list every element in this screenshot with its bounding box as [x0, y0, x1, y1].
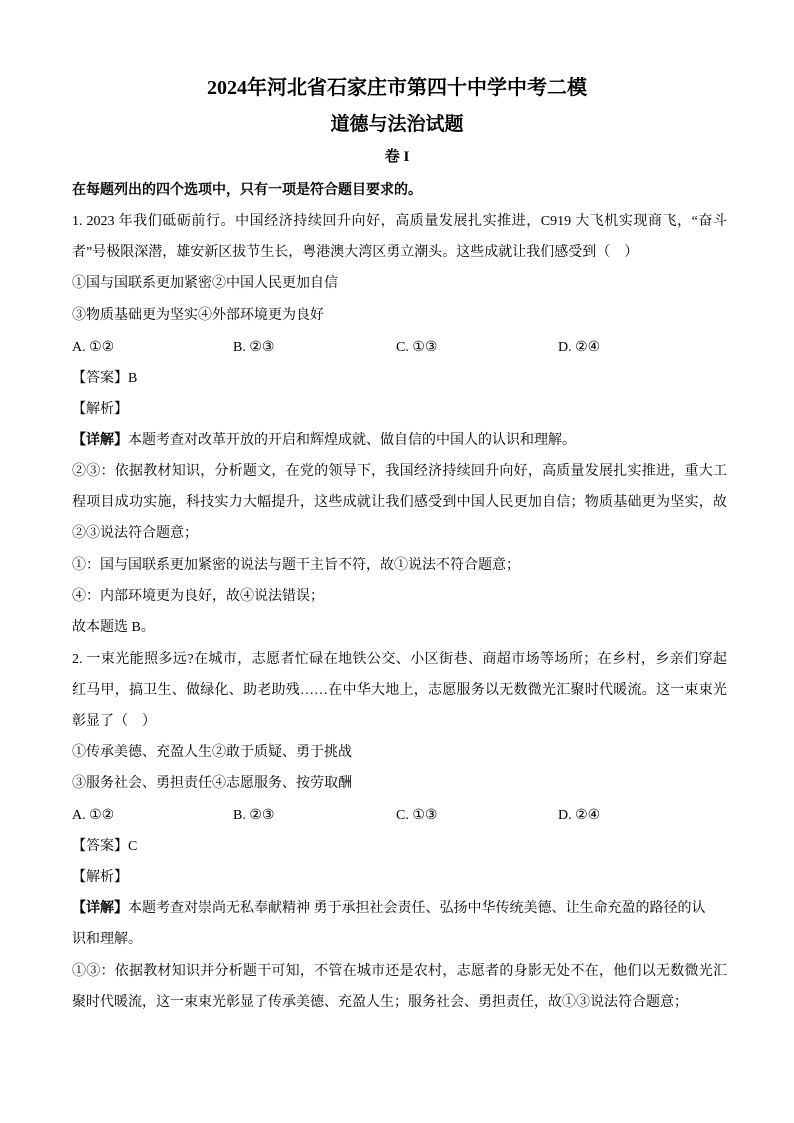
q2-statement: ①传承美德、充盈人生②敢于质疑、勇于挑战	[72, 745, 352, 760]
q2-detail-label: 【详解】	[72, 901, 128, 916]
q1-detail-line: ④：内部环境更为良好，故④说法错误；	[72, 589, 324, 604]
q1-statement: ③物质基础更为坚实④外部环境更为良好	[72, 308, 324, 323]
q2-option-a: A. ①②	[72, 808, 115, 823]
q1-detail-line: ②③：依据教材知识，分析题文，在党的领导下，我国经济持续回升向好，高质量发展扎实推进，重大工	[72, 464, 727, 479]
instruction: 在每题列出的四个选项中，只有一项是符合题目要求的。	[72, 183, 422, 198]
q2-detail-line: 聚时代暖流，这一束束光彰显了传承美德、充盈人生；服务社会、勇担责任，故①③说法符合题意；	[72, 995, 688, 1010]
q2-stem-line: 彰显了（ ）	[72, 714, 156, 729]
q1-analysis-label: 【解析】	[72, 402, 128, 417]
q1-detail-line: ②③说法符合题意；	[72, 526, 198, 541]
q1-option-c: C. ①③	[396, 340, 438, 355]
q1-detail-line: 故本题选 B。	[72, 620, 155, 635]
q2-stem-line: 2. 一束光能照多远?在城市，志愿者忙碌在地铁公交、小区街巷、商超市场等场所；在乡村，乡亲们穿起	[72, 652, 727, 667]
q2-analysis-label: 【解析】	[72, 870, 128, 885]
q1-option-d: D. ②④	[558, 340, 601, 355]
q1-option-a: A. ①②	[72, 340, 115, 355]
q2-detail-line: 识和理解。	[72, 932, 142, 947]
q1-detail-line: 程项目成功实施，科技实力大幅提升，这些成就让我们感受到中国人民更加自信；物质基础更为坚实，故	[72, 495, 727, 510]
exam-subtitle: 道德与法治试题	[330, 114, 464, 135]
q2-stem-line: 红马甲，搞卫生、做绿化、助老助残……在中华大地上，志愿服务以无数微光汇聚时代暖流。这一束束光	[72, 683, 727, 698]
q2-option-c: C. ①③	[396, 808, 438, 823]
q2-detail-line: ①③：依据教材知识并分析题干可知，不管在城市还是农村，志愿者的身影无处不在，他们以无数微光汇	[72, 964, 727, 979]
q2-option-b: B. ②③	[233, 808, 275, 823]
q2-detail-text: 本题考查对崇尚无私奉献精神 勇于承担社会责任、弘扬中华传统美德、让生命充盈的路径的认	[128, 901, 706, 916]
q1-detail-line	[72, 432, 576, 450]
q1-detail-label: 【详解】	[72, 433, 128, 448]
q1-option-b: B. ②③	[233, 340, 275, 355]
q2-option-d: D. ②④	[558, 808, 601, 823]
q1-stem-line: 者”号极限深潜，雄安新区拔节生长，粤港澳大湾区勇立潮头。这些成就让我们感受到（ ）	[72, 245, 639, 260]
q2-statement: ③服务社会、勇担责任④志愿服务、按劳取酬	[72, 776, 352, 791]
q1-detail-text: 本题考查对改革开放的开启和辉煌成就、做自信的中国人的认识和理解。	[128, 433, 576, 448]
q2-detail-line	[72, 900, 706, 918]
q1-detail-line: ①：国与国联系更加紧密的说法与题干主旨不符，故①说法不符合题意；	[72, 558, 520, 573]
q2-answer: 【答案】C	[72, 839, 138, 854]
q1-statement: ①国与国联系更加紧密②中国人民更加自信	[72, 276, 338, 291]
q1-stem-line: 1. 2023 年我们砥砺前行。中国经济持续回升向好，高质量发展扎实推进，C919 大飞机实现商飞，“奋斗	[72, 214, 727, 229]
section-label: 卷 I	[384, 149, 410, 165]
q1-answer: 【答案】B	[72, 371, 138, 386]
exam-title: 2024年河北省石家庄市第四十中学中考二模	[207, 77, 587, 99]
